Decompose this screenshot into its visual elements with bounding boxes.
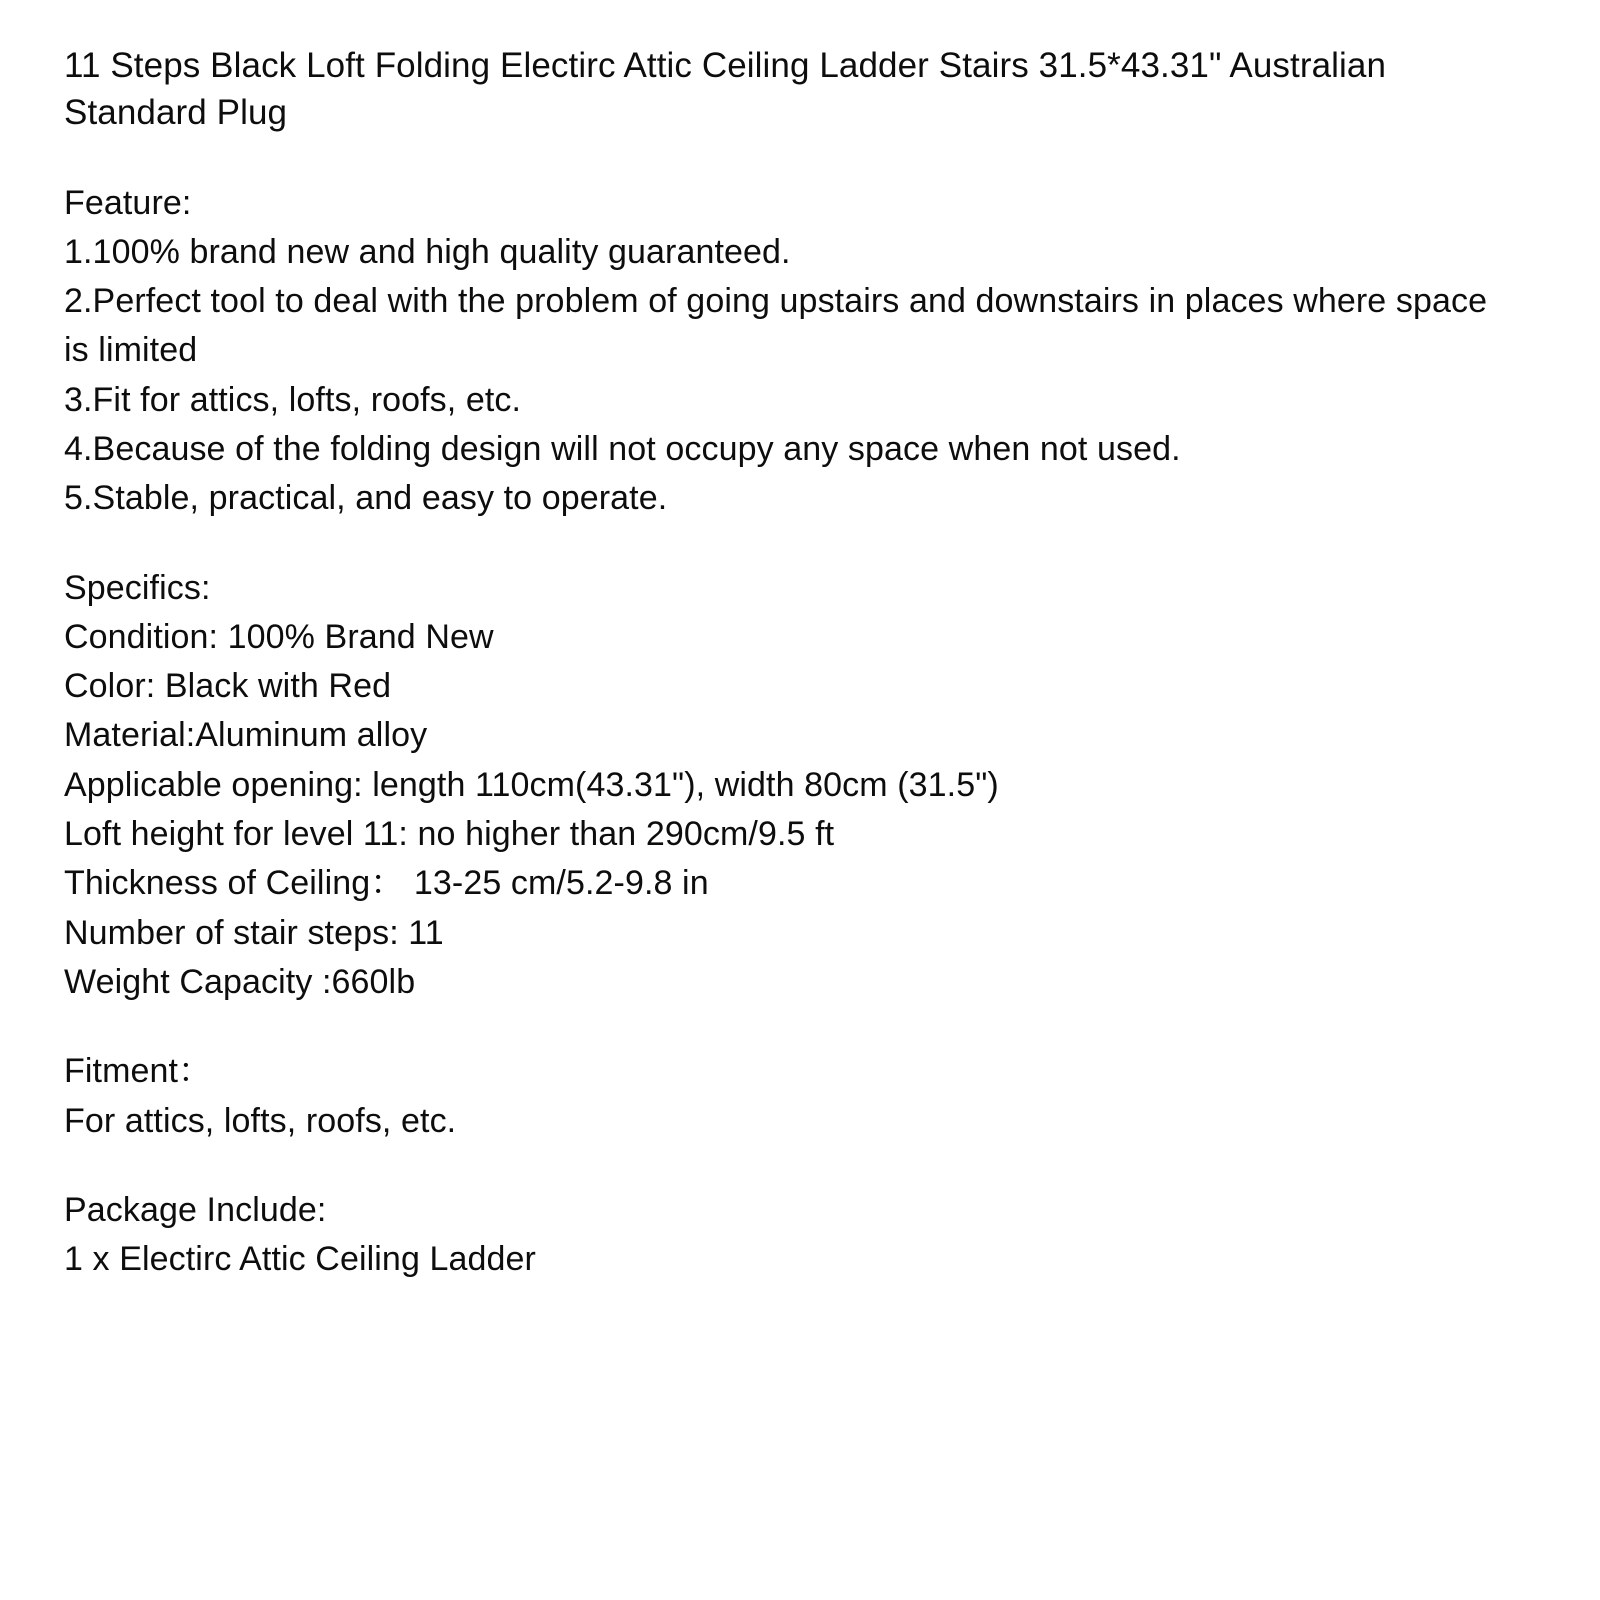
package-heading: Package Include: (64, 1190, 327, 1229)
feature-line-2: 2.Perfect tool to deal with the problem of going upstairs and downstairs in places where space is limited (64, 282, 1488, 370)
package-line-1: 1 x Electirc Attic Ceiling Ladder (64, 1240, 536, 1279)
spacer (64, 1007, 1536, 1047)
page-title: 11 Steps Black Loft Folding Electirc Attic Ceiling Ladder Stairs 31.5*43.31" Australian Standard Plug (64, 46, 1387, 133)
feature-heading: Feature: (64, 183, 192, 222)
specifics-color: Color: Black with Red (64, 667, 392, 706)
specifics-section (64, 564, 1536, 1008)
feature-line-5: 5.Stable, practical, and easy to operate. (64, 479, 668, 518)
spacer (64, 524, 1536, 564)
feature-line-3: 3.Fit for attics, lofts, roofs, etc. (64, 380, 522, 419)
package-section (64, 1186, 1536, 1285)
specifics-stair-steps: Number of stair steps: 11 (64, 913, 444, 952)
feature-line-1: 1.100% brand new and high quality guaranteed. (64, 232, 791, 271)
specifics-condition: Condition: 100% Brand New (64, 617, 494, 656)
fitment-section (64, 1047, 1536, 1146)
spacer (64, 1146, 1536, 1186)
spacer (64, 137, 1536, 179)
feature-section (64, 179, 1536, 524)
fitment-line-1: For attics, lofts, roofs, etc. (64, 1101, 457, 1140)
specifics-material: Material:Aluminum alloy (64, 716, 428, 755)
fitment-heading: Fitment： (64, 1052, 213, 1091)
specifics-loft-height: Loft height for level 11: no higher than 290cm/9.5 ft (64, 815, 835, 854)
specifics-heading: Specifics: (64, 568, 211, 607)
specifics-ceiling-thickness: Thickness of Ceiling： 13-25 cm/5.2-9.8 in (64, 864, 709, 903)
feature-line-4: 4.Because of the folding design will not occupy any space when not used. (64, 429, 1181, 468)
specifics-applicable-opening: Applicable opening: length 110cm(43.31"), width 80cm (31.5") (64, 765, 999, 804)
specifics-weight-capacity: Weight Capacity :660lb (64, 962, 416, 1001)
